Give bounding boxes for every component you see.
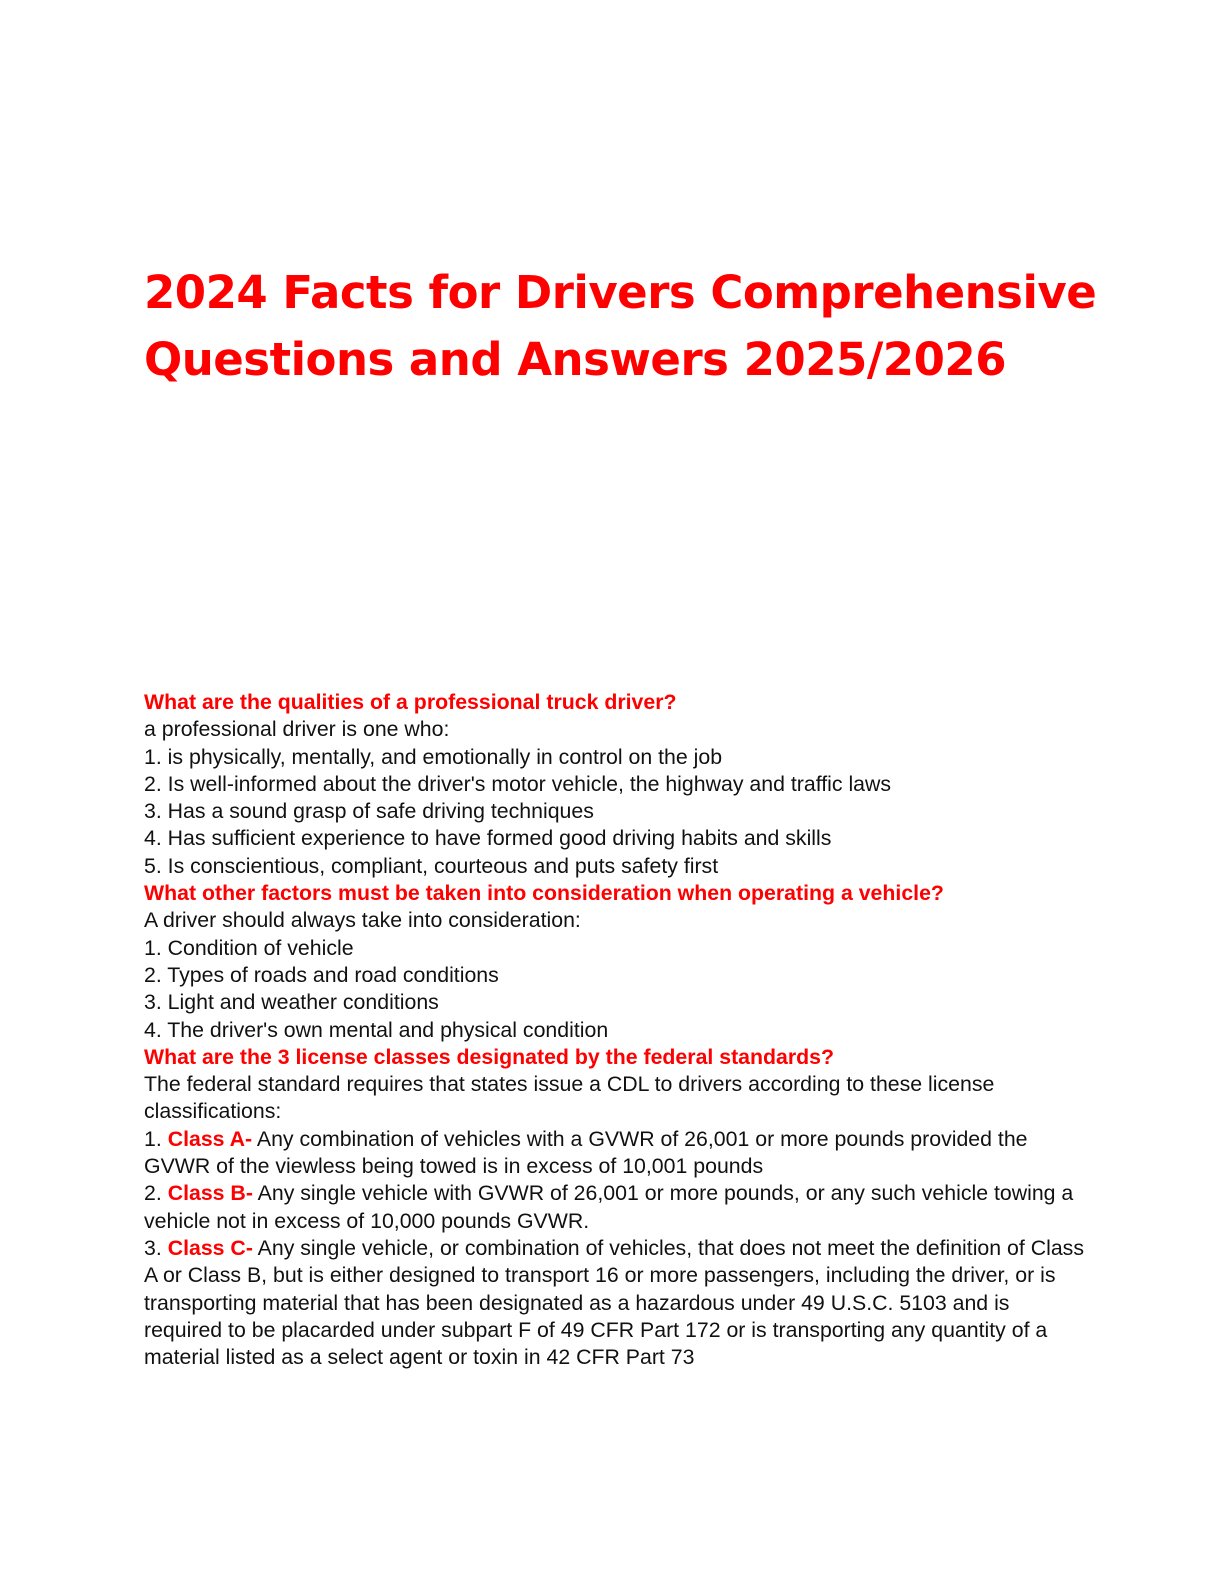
class-number: 3. (144, 1235, 168, 1260)
class-description: Any single vehicle, or combination of vehicles, that does not meet the definition of Class A or Class B, but is either designed to transport 16 or more passengers, including the driver, or is transporting material that has been designated as a hazardous under 49 U.S.C. 5103 and is required to be placarded under subpart F of 49 CFR Part 172 or is transporting any quantity of a material listed as a select agent or toxin in 42 CFR Part 73 (144, 1235, 1084, 1370)
answer-item: 3. Has a sound grasp of safe driving techniques (144, 799, 594, 824)
license-class-c (144, 1235, 1084, 1371)
answer-intro: a professional driver is one who: (144, 717, 450, 742)
class-dash: - (245, 1126, 253, 1151)
class-label: Class C (167, 1235, 246, 1260)
class-description: Any combination of vehicles with a GVWR of 26,001 or more pounds provided the GVWR of the viewless being towed is in excess of 10,001 pounds (144, 1126, 1028, 1179)
answer-item: 1. Condition of vehicle (144, 935, 354, 960)
answer-item: 4. The driver's own mental and physical condition (144, 1017, 609, 1042)
document-title (144, 259, 1104, 393)
answer-intro: A driver should always take into consideration: (144, 908, 581, 933)
question-heading: What are the qualities of a professional truck driver? (144, 690, 677, 714)
answer-item: 4. Has sufficient experience to have formed good driving habits and skills (144, 826, 832, 851)
answer-item: 5. Is conscientious, compliant, courteous and puts safety first (144, 853, 719, 878)
class-dash: - (245, 1235, 253, 1260)
license-class-b (144, 1180, 1084, 1235)
question-heading: What other factors must be taken into consideration when operating a vehicle? (144, 881, 944, 906)
class-number: 2. (144, 1181, 168, 1206)
qa-section-license-classes (144, 1044, 1084, 1372)
class-dash: - (245, 1181, 253, 1206)
qa-section-other-factors (144, 880, 1084, 1044)
license-class-a (144, 1126, 1084, 1181)
class-label: Class A (167, 1126, 246, 1151)
answer-item: 2. Is well-informed about the driver's motor vehicle, the highway and traffic laws (144, 771, 892, 796)
title-line-1: 2024 Facts for Drivers Comprehensive (144, 266, 1097, 319)
answer-item: 2. Types of roads and road conditions (144, 962, 499, 987)
qa-section-professional-driver (144, 689, 1084, 880)
class-number: 1. (144, 1126, 168, 1151)
answer-intro: The federal standard requires that states issue a CDL to drivers according to these license classifications: (144, 1072, 995, 1124)
title-line-2: Questions and Answers 2025/2026 (144, 333, 1007, 386)
class-description: Any single vehicle with GVWR of 26,001 or more pounds, or any such vehicle towing a vehicle not in excess of 10,000 pounds GVWR. (144, 1181, 1074, 1233)
answer-item: 3. Light and weather conditions (144, 990, 439, 1015)
class-label: Class B (167, 1181, 246, 1206)
answer-item: 1. is physically, mentally, and emotionally in control on the job (144, 744, 723, 769)
question-heading: What are the 3 license classes designated by the federal standards? (144, 1044, 835, 1069)
document-body (144, 689, 1084, 1371)
